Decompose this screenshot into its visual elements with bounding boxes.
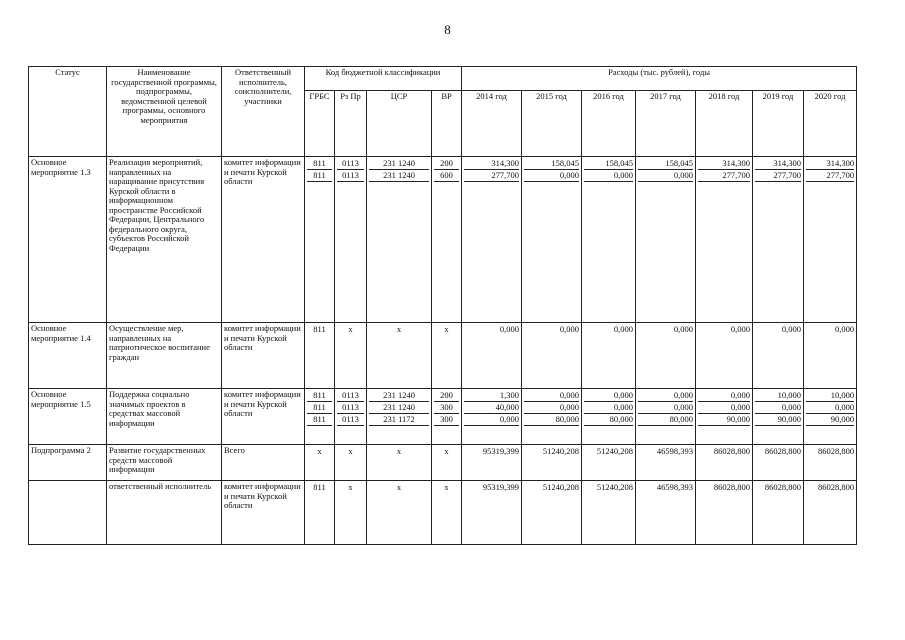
year-2018-cell <box>696 481 753 545</box>
rzpr-cell <box>335 481 367 545</box>
name-cell: ответственный исполнитель <box>107 481 222 545</box>
vr-cell <box>432 389 462 445</box>
year-2019-value: 314,300 <box>755 158 801 170</box>
year-2017-value: 0,000 <box>673 324 694 334</box>
year-2018-value: 0,000 <box>730 324 751 334</box>
responsible-cell: Всего <box>222 445 305 481</box>
status-cell <box>29 481 107 545</box>
vr-value: 300 <box>434 402 459 414</box>
year-2015-value: 0,000 <box>559 324 580 334</box>
year-2019-cell <box>753 389 804 445</box>
year-2019-cell <box>753 323 804 389</box>
year-2017-value: 0,000 <box>638 402 693 414</box>
year-2017-cell <box>636 323 696 389</box>
year-2017-cell <box>636 157 696 323</box>
year-2017-value: 46598,393 <box>656 482 694 492</box>
csr-value: х <box>396 482 402 492</box>
year-2016-value: 0,000 <box>613 324 634 334</box>
rzpr-value: х <box>348 446 353 456</box>
csr-value: 231 1240 <box>369 170 429 182</box>
year-2020-cell <box>804 157 857 323</box>
year-2017-value: 80,000 <box>638 414 693 426</box>
header-year-2014: 2014 год <box>462 91 522 157</box>
grbs-value: х <box>317 446 322 456</box>
name-cell: Осуществление мер, направленных на патриотическое воспитание граждан <box>107 323 222 389</box>
year-2015-value: 80,000 <box>524 414 579 426</box>
status-cell: Основное мероприятие 1.3 <box>29 157 107 323</box>
responsible-cell: комитет информации и печати Курской области <box>222 481 305 545</box>
csr-cell <box>367 157 432 323</box>
rzpr-value: х <box>348 324 353 334</box>
year-2015-cell <box>522 157 582 323</box>
table-header <box>29 67 857 157</box>
year-2014-cell <box>462 157 522 323</box>
csr-cell <box>367 481 432 545</box>
year-2014-value: 0,000 <box>464 414 519 426</box>
name-cell: Реализация мероприятий, направленных на наращивание присутствия Курской области в информационном пространстве Российской Федерации, Центрального федерального округа, субъектов Российской Федерации <box>107 157 222 323</box>
year-2014-value: 40,000 <box>464 402 519 414</box>
vr-value: х <box>444 324 449 334</box>
year-2020-cell <box>804 445 857 481</box>
vr-cell <box>432 481 462 545</box>
header-year-2020: 2020 год <box>804 91 857 157</box>
rzpr-value: х <box>348 482 353 492</box>
table-row <box>29 481 857 545</box>
year-2016-value: 0,000 <box>584 170 633 182</box>
year-2019-cell <box>753 157 804 323</box>
table-row <box>29 323 857 389</box>
grbs-cell <box>305 323 335 389</box>
vr-value: х <box>444 482 449 492</box>
year-2018-cell <box>696 389 753 445</box>
year-2020-value: 86028,800 <box>817 446 855 456</box>
vr-value: 300 <box>434 414 459 426</box>
grbs-value: 811 <box>313 324 326 334</box>
rzpr-cell <box>335 389 367 445</box>
table-row <box>29 389 857 445</box>
year-2015-value: 0,000 <box>524 170 579 182</box>
year-2015-value: 0,000 <box>524 402 579 414</box>
grbs-value: 811 <box>313 482 326 492</box>
year-2014-value: 314,300 <box>464 158 519 170</box>
year-2019-value: 90,000 <box>755 414 801 426</box>
year-2016-value: 0,000 <box>584 390 633 402</box>
rzpr-value: 0113 <box>337 414 364 426</box>
year-2019-cell <box>753 481 804 545</box>
year-2016-value: 80,000 <box>584 414 633 426</box>
table-body <box>29 157 857 545</box>
header-year-2019: 2019 год <box>753 91 804 157</box>
year-2016-cell <box>582 389 636 445</box>
year-2014-value: 0,000 <box>499 324 520 334</box>
year-2016-value: 0,000 <box>584 402 633 414</box>
vr-cell <box>432 157 462 323</box>
header-status: Статус <box>29 67 107 157</box>
year-2014-cell <box>462 389 522 445</box>
year-2018-value: 0,000 <box>698 402 750 414</box>
vr-value: 600 <box>434 170 459 182</box>
rzpr-value: 0113 <box>337 158 364 170</box>
year-2016-cell <box>582 323 636 389</box>
year-2018-value: 90,000 <box>698 414 750 426</box>
table-row <box>29 445 857 481</box>
year-2015-cell <box>522 389 582 445</box>
year-2019-value: 10,000 <box>755 390 801 402</box>
responsible-cell: комитет информации и печати Курской области <box>222 157 305 323</box>
grbs-cell <box>305 389 335 445</box>
year-2018-cell <box>696 157 753 323</box>
year-2015-value: 0,000 <box>524 390 579 402</box>
year-2017-value: 0,000 <box>638 170 693 182</box>
year-2020-value: 277,700 <box>806 170 854 182</box>
grbs-cell <box>305 481 335 545</box>
status-cell: Основное мероприятие 1.5 <box>29 389 107 445</box>
year-2015-cell <box>522 481 582 545</box>
year-2019-value: 0,000 <box>781 324 802 334</box>
year-2019-value: 0,000 <box>755 402 801 414</box>
year-2015-cell <box>522 323 582 389</box>
year-2017-cell <box>636 445 696 481</box>
year-2016-cell <box>582 445 636 481</box>
year-2018-value: 314,300 <box>698 158 750 170</box>
header-year-2015: 2015 год <box>522 91 582 157</box>
header-year-2018: 2018 год <box>696 91 753 157</box>
name-cell: Развитие государственных средств массовой информации <box>107 445 222 481</box>
grbs-value: 811 <box>307 390 332 402</box>
grbs-value: 811 <box>307 414 332 426</box>
page-number: 8 <box>444 22 451 37</box>
responsible-cell: комитет информации и печати Курской области <box>222 389 305 445</box>
year-2018-value: 86028,800 <box>713 446 751 456</box>
csr-cell <box>367 445 432 481</box>
year-2014-cell <box>462 323 522 389</box>
year-2016-value: 51240,208 <box>596 446 634 456</box>
year-2015-value: 51240,208 <box>542 482 580 492</box>
csr-value: 231 1240 <box>369 402 429 414</box>
grbs-cell <box>305 445 335 481</box>
rzpr-value: 0113 <box>337 390 364 402</box>
year-2015-value: 158,045 <box>524 158 579 170</box>
rzpr-cell <box>335 157 367 323</box>
year-2020-cell <box>804 481 857 545</box>
csr-value: 231 1240 <box>369 158 429 170</box>
header-vr: ВР <box>432 91 462 157</box>
budget-table <box>28 66 857 545</box>
year-2014-value: 95319,399 <box>482 446 520 456</box>
name-cell: Поддержка социально значимых проектов в средствах массовой информации <box>107 389 222 445</box>
header-year-2016: 2016 год <box>582 91 636 157</box>
grbs-cell <box>305 157 335 323</box>
year-2018-value: 0,000 <box>698 390 750 402</box>
year-2016-value: 158,045 <box>584 158 633 170</box>
year-2020-cell <box>804 323 857 389</box>
csr-value: 231 1172 <box>369 414 429 426</box>
year-2020-cell <box>804 389 857 445</box>
status-cell: Подпрограмма 2 <box>29 445 107 481</box>
year-2020-value: 90,000 <box>806 414 854 426</box>
vr-value: х <box>444 446 449 456</box>
vr-value: 200 <box>434 390 459 402</box>
year-2018-cell <box>696 323 753 389</box>
year-2016-cell <box>582 157 636 323</box>
year-2014-cell <box>462 445 522 481</box>
year-2017-value: 46598,393 <box>656 446 694 456</box>
csr-value: х <box>396 446 402 456</box>
status-cell: Основное мероприятие 1.4 <box>29 323 107 389</box>
year-2014-value: 95319,399 <box>482 482 520 492</box>
vr-cell <box>432 323 462 389</box>
year-2015-value: 51240,208 <box>542 446 580 456</box>
grbs-value: 811 <box>307 170 332 182</box>
year-2017-value: 0,000 <box>638 390 693 402</box>
rzpr-cell <box>335 323 367 389</box>
year-2018-value: 277,700 <box>698 170 750 182</box>
vr-cell <box>432 445 462 481</box>
year-2020-value: 0,000 <box>806 402 854 414</box>
csr-cell <box>367 323 432 389</box>
year-2017-cell <box>636 389 696 445</box>
rzpr-value: 0113 <box>337 402 364 414</box>
responsible-cell: комитет информации и печати Курской области <box>222 323 305 389</box>
grbs-value: 811 <box>307 158 332 170</box>
year-2018-cell <box>696 445 753 481</box>
csr-value: 231 1240 <box>369 390 429 402</box>
year-2019-cell <box>753 445 804 481</box>
header-rzpr: Рз Пр <box>335 91 367 157</box>
grbs-value: 811 <box>307 402 332 414</box>
csr-value: х <box>396 324 402 334</box>
year-2014-value: 277,700 <box>464 170 519 182</box>
year-2014-value: 1,300 <box>464 390 519 402</box>
year-2020-value: 0,000 <box>834 324 855 334</box>
year-2015-cell <box>522 445 582 481</box>
csr-cell <box>367 389 432 445</box>
vr-value: 200 <box>434 158 459 170</box>
year-2020-value: 10,000 <box>806 390 854 402</box>
rzpr-value: 0113 <box>337 170 364 182</box>
header-csr: ЦСР <box>367 91 432 157</box>
header-name: Наименование государственной программы, подпрограммы, ведомственной целевой программы, основного мероприятия <box>107 67 222 157</box>
year-2017-value: 158,045 <box>638 158 693 170</box>
year-2016-cell <box>582 481 636 545</box>
year-2019-value: 86028,800 <box>764 446 802 456</box>
header-year-2017: 2017 год <box>636 91 696 157</box>
year-2016-value: 51240,208 <box>596 482 634 492</box>
year-2020-value: 86028,800 <box>817 482 855 492</box>
year-2014-cell <box>462 481 522 545</box>
header-responsible: Ответственный исполнитель, соисполнители, участники <box>222 67 305 157</box>
year-2020-value: 314,300 <box>806 158 854 170</box>
table-row <box>29 157 857 323</box>
header-budget-code: Код бюджетной классификации <box>305 67 462 91</box>
rzpr-cell <box>335 445 367 481</box>
year-2019-value: 277,700 <box>755 170 801 182</box>
header-expenses: Расходы (тыс. рублей), годы <box>462 67 857 91</box>
year-2017-cell <box>636 481 696 545</box>
header-grbs: ГРБС <box>305 91 335 157</box>
year-2019-value: 86028,800 <box>764 482 802 492</box>
year-2018-value: 86028,800 <box>713 482 751 492</box>
